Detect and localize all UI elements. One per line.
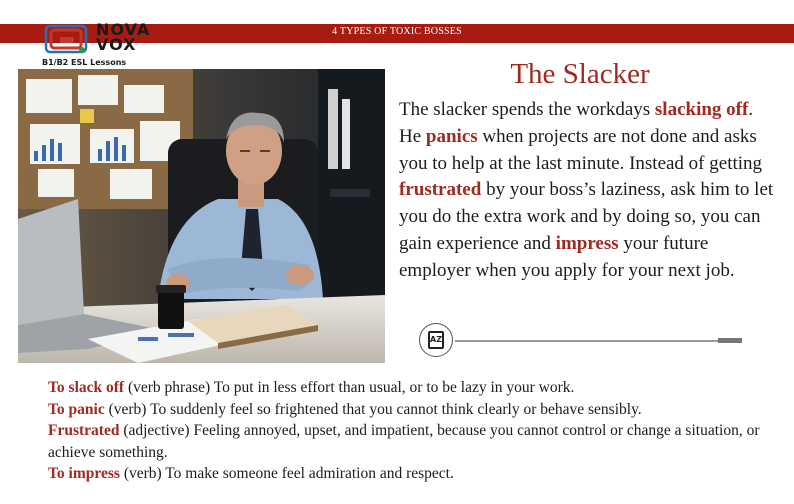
- paragraph-text: The slacker spends the workdays: [399, 99, 655, 120]
- logo-wordmark: [96, 22, 150, 52]
- glossary-term: To slack off: [48, 379, 125, 396]
- divider-end-mark: [718, 338, 742, 343]
- glossary-definition: To suddenly feel so frightened that you cannot think clearly or behave sensibly.: [146, 400, 642, 418]
- glossary-entry: [48, 420, 778, 463]
- highlighted-term: frustrated: [399, 179, 482, 201]
- highlighted-term: panics: [425, 125, 478, 147]
- header-title: 4 TYPES OF TOXIC BOSSES: [332, 26, 462, 37]
- section-title: The Slacker: [510, 58, 650, 90]
- glossary-entry: [48, 377, 778, 399]
- glossary-definition: To make someone feel admiration and respect.: [161, 465, 454, 482]
- glossary-entry: [48, 399, 778, 421]
- photo-illustration: [18, 69, 385, 363]
- glossary-definition: To put in less effort than usual, or to be lazy in your work.: [210, 379, 575, 396]
- logo-subtitle: B1/B2 ESL Lessons: [42, 58, 127, 67]
- sleeping-businessman-photo: [18, 69, 385, 363]
- logo-line-1: NOVA: [96, 20, 151, 39]
- logo-line-2: VOX: [96, 35, 137, 54]
- glossary-pos: (adjective): [119, 422, 190, 439]
- glossary-pos: (verb): [119, 465, 162, 482]
- paragraph-text: when projects are not done and asks you to help at the last minute. Instead of getting: [399, 125, 763, 174]
- paragraph-text: by your boss’s laziness, ask him to let you do the extra work and by doing so, you can gain experience and: [399, 179, 774, 254]
- dictionary-badge: [419, 323, 453, 357]
- divider-line: [455, 340, 740, 342]
- paragraph-text: . He: [399, 99, 754, 147]
- glossary-entry: [48, 463, 778, 485]
- section-paragraph: [399, 97, 779, 285]
- logo: [40, 20, 190, 70]
- paragraph-text: your future employer when you apply for your next job.: [399, 232, 735, 281]
- highlighted-term: slacking off: [654, 99, 749, 120]
- glossary-term: To panic: [48, 400, 105, 418]
- nova-vox-logo-icon: [44, 24, 88, 54]
- glossary: [48, 377, 778, 485]
- highlighted-term: impress: [555, 232, 619, 254]
- glossary-term: Frustrated: [48, 422, 120, 439]
- glossary-definition: Feeling annoyed, upset, and impatient, because you cannot control or change a situation, or achieve something.: [48, 422, 760, 461]
- glossary-term: To impress: [48, 465, 120, 482]
- glossary-pos: (verb): [104, 400, 147, 418]
- glossary-pos: (verb phrase): [124, 379, 211, 396]
- dictionary-az-icon: AZ: [428, 331, 444, 349]
